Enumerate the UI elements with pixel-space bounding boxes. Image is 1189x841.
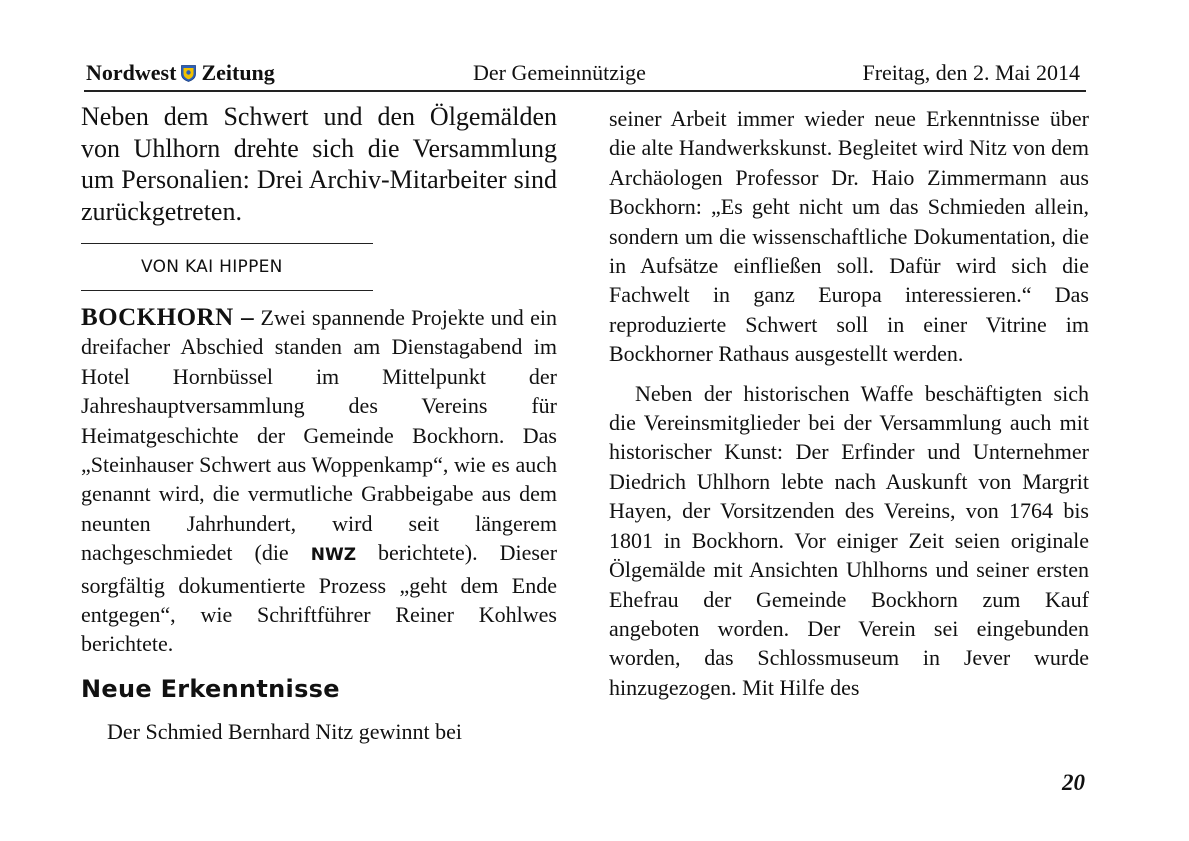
byline-box xyxy=(81,243,373,291)
page-number: 20 xyxy=(1062,770,1085,795)
article-paragraph-3: Neben der historischen Waffe beschäftigten sich die Vereinsmitglieder bei der Versammlung auch mit historischer Kunst: Der Erfinder und Unternehmer Diedrich Uhlhorn lebte nach Auskunft von Margrit Hayen, der Vorsitzenden des Vereins, von 1764 bis 1801 in Bockhorn. Vor einiger Zeit seien originale Ölgemälde mit Ansichten Uhlhorns und seiner ersten Ehefrau der Gemeinde Bockhorn zum Kauf angeboten worden. Der Verein sei eingebunden worden, das Schlossmuseum in Jever wurde hinzugezogen. Mit Hilfe des xyxy=(609,380,1089,700)
article-paragraph-2-cont: seiner Arbeit immer wieder neue Erkenntnisse über die alte Handwerkskunst. Begleitet wird Nitz von dem Archäologen Professor Dr. Haio Zimmermann aus Bockhorn: „Es geht nicht um das Schmieden allein, sondern um die wissenschaftliche Dokumentation, die in Aufsätze einfließen soll. Dafür wird sich die Fachwelt in ganz Europa interessieren.“ Das reproduzierte Schwert soll in einer Vitrine im Bockhorner Rathaus ausgestellt werden. xyxy=(609,106,1089,367)
left-column xyxy=(81,101,557,709)
nwz-abbrev: NWZ xyxy=(310,545,357,566)
byline: VON KAI HIPPEN xyxy=(141,257,283,277)
subheading: Neue Erkenntnisse xyxy=(81,674,340,703)
section-title: Der Gemeinnützige xyxy=(473,60,646,85)
paragraph-1-text-a: Zwei spannende Projekte und ein dreifacher Abschied standen am Dienstagabend im Hotel Hornbüssel im Mittelpunkt der Jahreshauptversammlung des Vereins für Heimatgeschichte der Gemeinde Bockhorn. Das „Steinhauser Schwert aus Woppenkamp“, wie es auch genannt wird, die vermutliche Grabbeigabe aus dem neunten Jahrhundert, wird seit längerem nachgeschmiedet (die xyxy=(81,305,557,566)
article-paragraph-2-start: Der Schmied Bernhard Nitz gewinnt bei xyxy=(107,719,462,744)
issue-date: Freitag, den 2. Mai 2014 xyxy=(862,60,1080,85)
masthead xyxy=(86,60,275,86)
article-paragraph-1 xyxy=(81,303,557,659)
dateline: BOCKHORN – xyxy=(81,304,255,331)
article-lead: Neben dem Schwert und den Ölgemälden von Uhlhorn drehte sich die Versammlung um Personalien: Drei Archiv-Mitarbeiter sind zurückgetreten. xyxy=(81,102,557,226)
masthead-zeitung: Zeitung xyxy=(201,60,275,85)
newspaper-header xyxy=(84,58,1086,92)
right-column xyxy=(609,104,1089,702)
paragraph-1-text-b: berichtete). Dieser sorgfältig dokumentierte Prozess „geht dem Ende entgegen“, wie Schriftführer Reiner Kohlwes berichtete. xyxy=(81,540,558,657)
crest-icon xyxy=(181,65,196,82)
masthead-nordwest: Nordwest xyxy=(86,60,177,85)
